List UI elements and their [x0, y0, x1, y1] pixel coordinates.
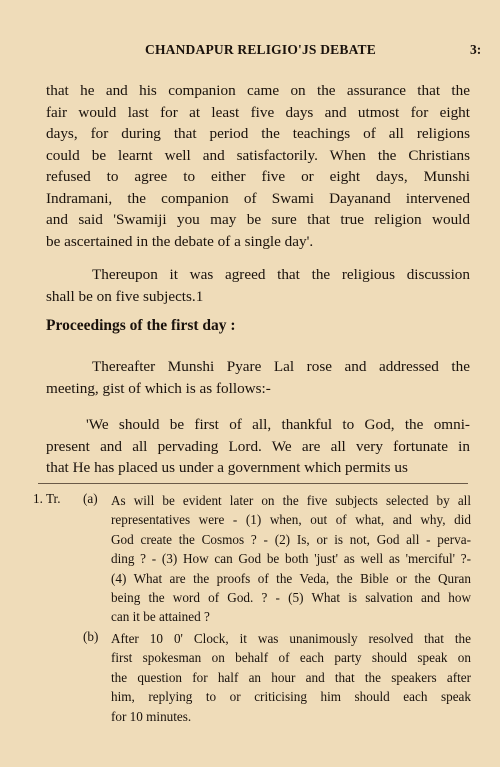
footnote-b-label: (b) — [83, 629, 99, 644]
footnote-divider — [38, 483, 468, 484]
text-line: being the word of God. ? - (5) What is salvation and how — [111, 590, 471, 606]
text-line: Thereafter Munshi Pyare Lal rose and addressed the — [92, 358, 470, 375]
paragraph-2 — [46, 264, 470, 307]
text-line: first spokesman on behalf of each party should speak on — [111, 650, 471, 666]
text-line: God create the Cosmos ? - (2) Is, or is not, God all - perva- — [111, 531, 471, 547]
text-line: 'We should be first of all, thankful to God, the omni- — [86, 416, 470, 433]
text-line: Indramani, the companion of Swami Dayanand intervened — [46, 189, 470, 207]
text-line: meeting, gist of which is as follows:- — [46, 379, 271, 397]
page-header — [0, 42, 500, 58]
text-line: the question for half an hour and that the speakers after — [111, 669, 471, 685]
text-line: Thereupon it was agreed that the religious discussion — [92, 266, 470, 283]
text-line: days, for during that period the teachings of all religions — [46, 125, 470, 142]
text-line: that he and his companion came on the assurance that the — [46, 82, 470, 99]
text-line: him, replying to or criticising him should each speak — [111, 689, 471, 705]
page-number: 3: — [470, 42, 482, 57]
text-line: be ascertained in the debate of a single day'. — [46, 232, 314, 250]
text-line: ding ? - (3) How can God be both 'just' as well as 'merciful' ?- — [111, 551, 471, 567]
footnote-b — [111, 629, 471, 726]
footnote-number: 1. Tr. — [33, 491, 61, 506]
text-line: can it be attained ? — [111, 609, 210, 625]
text-line: fair would last for at least five days and utmost for eight — [46, 103, 470, 121]
running-head: CHANDAPUR RELIGIO'JS DEBATE — [145, 42, 376, 57]
text-line: and said 'Swamiji you may be sure that true religion would — [46, 211, 470, 228]
text-line: for 10 minutes. — [111, 708, 192, 724]
paragraph-3 — [46, 356, 470, 399]
text-line: (4) What are the proofs of the Veda, the Bible or the Quran — [111, 570, 471, 586]
text-line: After 10 0' Clock, it was unanimously resolved that the — [111, 631, 471, 646]
text-line: present and all pervading Lord. We are all very fortunate in — [46, 437, 470, 455]
text-line: representatives were - (1) when, out of what, and why, did — [111, 512, 471, 528]
section-heading: Proceedings of the first day : — [46, 317, 236, 334]
text-line: refused to agree to either five or eight days, Munshi — [46, 168, 470, 185]
footnote-a — [111, 491, 471, 627]
text-line: shall be on five subjects.1 — [46, 287, 204, 305]
paragraph-1 — [46, 80, 470, 252]
text-line: that He has placed us under a government which permits us — [46, 459, 408, 476]
text-line: could be learnt well and satisfactorily. When the Christians — [46, 146, 470, 164]
paragraph-4 — [46, 414, 470, 479]
text-line: As will be evident later on the five subjects selected by all — [111, 493, 471, 508]
footnote-a-label: (a) — [83, 491, 98, 506]
